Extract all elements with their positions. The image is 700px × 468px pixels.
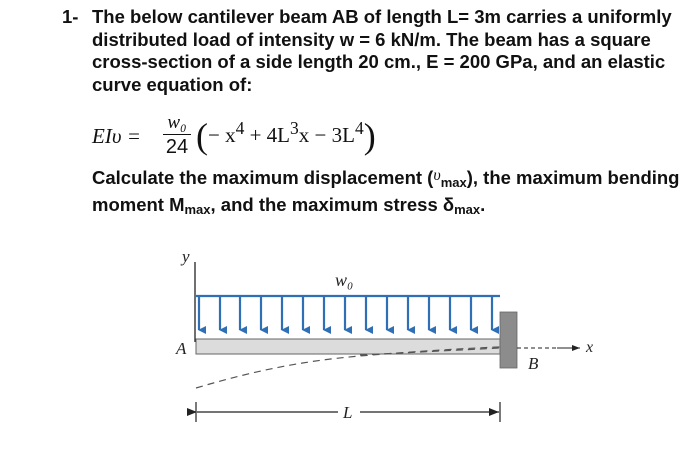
subscript-max-3: max: [454, 202, 481, 217]
close-paren: ): [363, 116, 376, 156]
problem-number: 1-: [62, 6, 79, 27]
end-b-label: B: [528, 354, 539, 373]
question-part-1: Calculate the maximum displacement (: [92, 167, 434, 188]
subscript-max-1: max: [440, 175, 467, 190]
question-part-4: .: [480, 194, 486, 215]
fraction-denominator: 24: [165, 136, 189, 158]
poly-term-2: + 4L: [244, 123, 291, 147]
question-part-2: ), the maximum bending moment M: [92, 167, 680, 215]
y-axis-label: y: [182, 247, 190, 266]
length-label: L: [343, 403, 353, 422]
end-a-label: A: [176, 339, 187, 358]
problem-text: The below cantilever beam AB of length L= 3m carries a uniformly distributed load of intensity w = 6 kN/m. The beam has a square cross-section of a side length 20 cm., E = 200 GPa, and an elastic curve equation of:: [92, 6, 672, 95]
x-axis-label: x: [586, 339, 594, 356]
fraction-numerator: w₀: [167, 112, 187, 133]
v-symbol: υ: [433, 167, 441, 184]
poly-exp-3: 4: [354, 118, 364, 138]
poly-exp-1: 4: [235, 118, 245, 138]
subscript-max-2: max: [184, 202, 211, 217]
equation-lhs: EIυ =: [92, 124, 141, 148]
question-part-3: , and the maximum stress δ: [210, 194, 455, 215]
fixed-wall: [500, 312, 517, 368]
beam: [196, 339, 500, 354]
poly-term-3: x − 3L: [298, 123, 355, 147]
load-intensity-label: w₀: [335, 270, 354, 290]
poly-term-1: − x: [208, 123, 236, 147]
distributed-load-arrows: [199, 297, 492, 330]
open-paren: (: [196, 116, 208, 156]
poly-exp-2: 3: [290, 118, 299, 138]
